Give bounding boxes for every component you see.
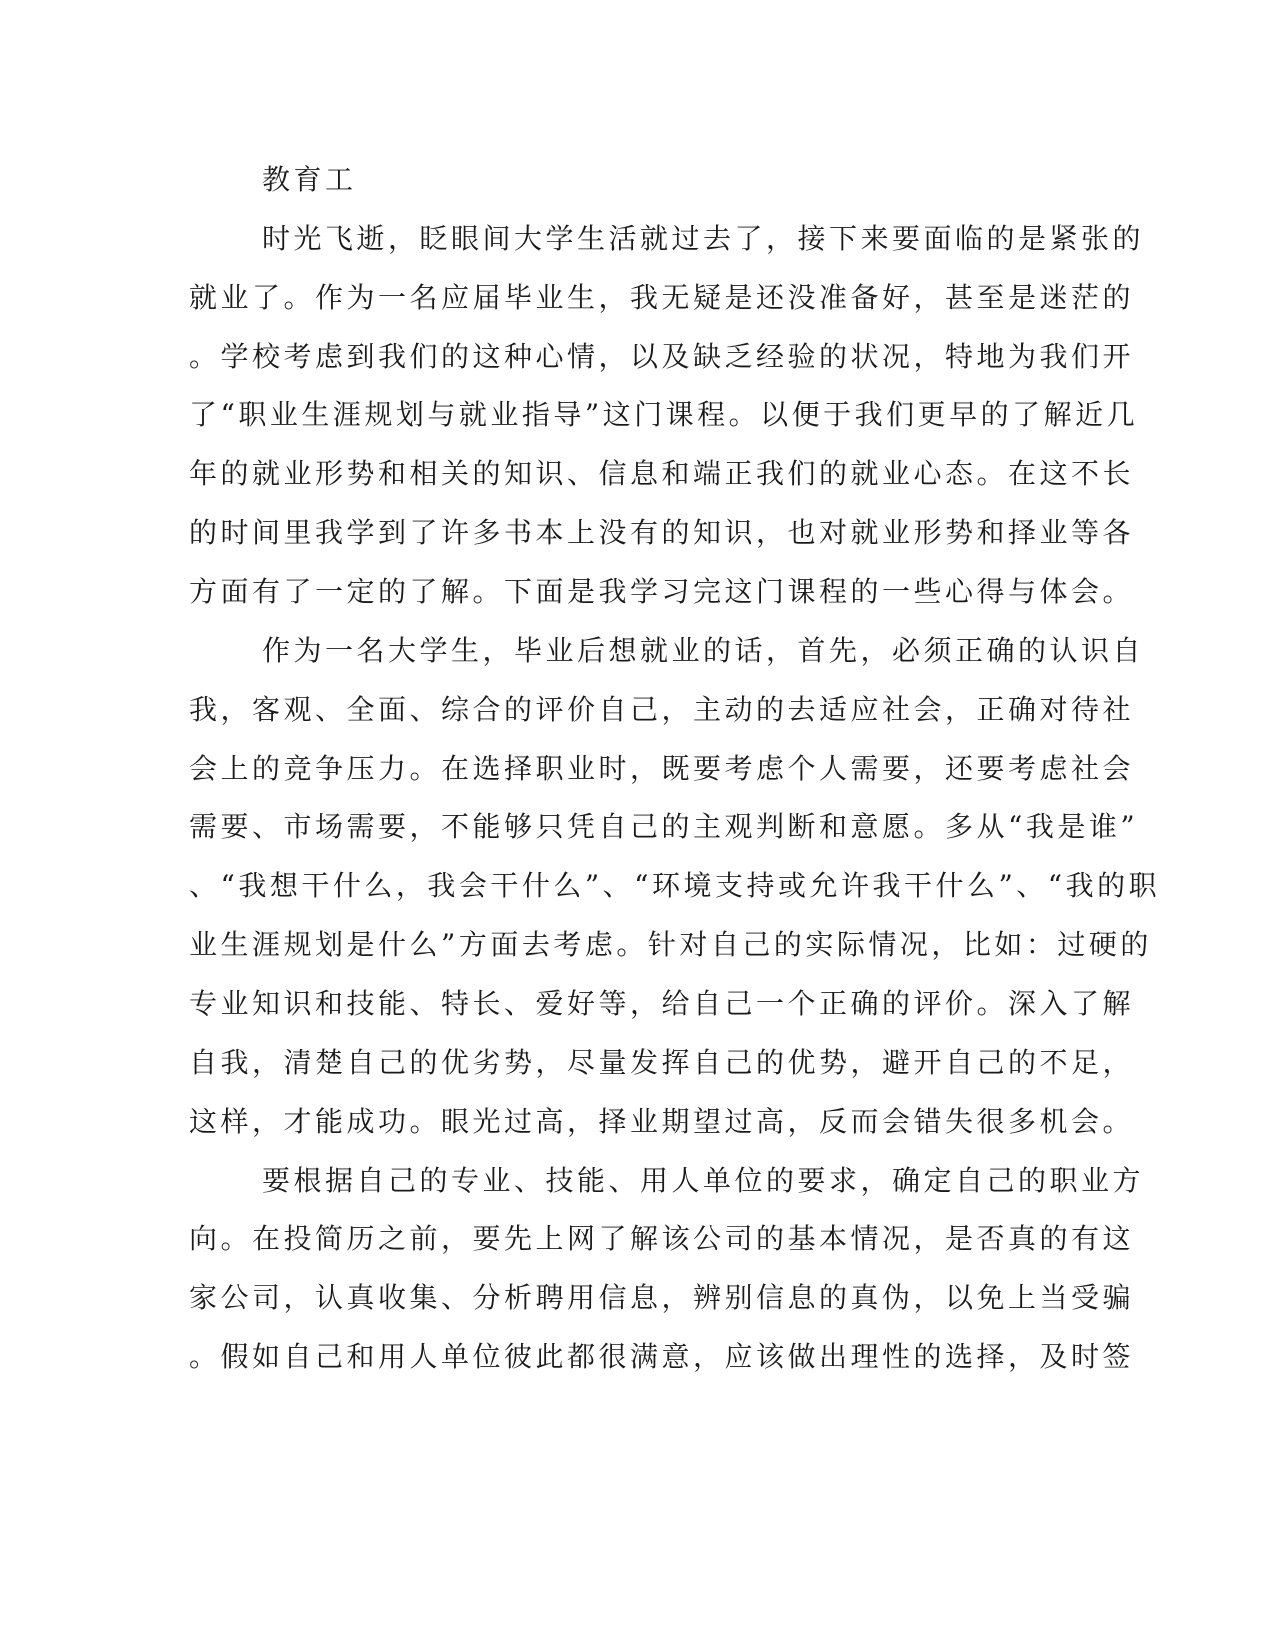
paragraph-2-line-6: 业生涯规划是什么”方面去考虑。针对自己的实际情况，比如：过硬的 [189, 928, 1152, 961]
paragraph-2-line-7: 专业知识和技能、特长、爱好等，给自己一个正确的评价。深入了解 [189, 987, 1135, 1020]
paragraph-3-line-2: 向。在投简历之前，要先上网了解该公司的基本情况，是否真的有这 [189, 1222, 1135, 1255]
paragraph-1-line-6: 的时间里我学到了许多书本上没有的知识，也对就业形势和择业等各 [189, 516, 1135, 549]
paragraph-2-line-4: 需要、市场需要，不能够只凭自己的主观判断和意愿。多从“我是谁” [189, 810, 1139, 843]
paragraph-1-line-7: 方面有了一定的了解。下面是我学习完这门课程的一些心得与体会。 [189, 575, 1135, 608]
paragraph-1-line-4: 了“职业生涯规划与就业指导”这门课程。以便于我们更早的了解近几 [189, 398, 1139, 431]
paragraph-2-line-9: 这样，才能成功。眼光过高，择业期望过高，反而会错失很多机会。 [189, 1105, 1135, 1138]
paragraph-1-line-2: 就业了。作为一名应届毕业生，我无疑是还没准备好，甚至是迷茫的 [189, 281, 1135, 314]
paragraph-1-line-1: 时光飞逝，眨眼间大学生活就过去了，接下来要面临的是紧张的 [262, 222, 1145, 255]
document-title: 教育工 [262, 163, 357, 196]
paragraph-3-line-4: 。假如自己和用人单位彼此都很满意，应该做出理性的选择，及时签 [189, 1340, 1135, 1373]
paragraph-3-line-3: 家公司，认真收集、分析聘用信息，辨别信息的真伪，以免上当受骗 [189, 1281, 1135, 1314]
paragraph-1-line-5: 年的就业形势和相关的知识、信息和端正我们的就业心态。在这不长 [189, 457, 1135, 490]
paragraph-2-line-8: 自我，清楚自己的优劣势，尽量发挥自己的优势，避开自己的不足， [189, 1046, 1135, 1079]
paragraph-1-line-3: 。学校考虑到我们的这种心情，以及缺乏经验的状况，特地为我们开 [189, 340, 1135, 373]
paragraph-3-line-1: 要根据自己的专业、技能、用人单位的要求，确定自己的职业方 [262, 1164, 1145, 1197]
paragraph-2-line-2: 我，客观、全面、综合的评价自己，主动的去适应社会，正确对待社 [189, 693, 1135, 726]
paragraph-2-line-3: 会上的竞争压力。在选择职业时，既要考虑个人需要，还要考虑社会 [189, 752, 1135, 785]
paragraph-2-line-5: 、“我想干什么，我会干什么”、“环境支持或允许我干什么”、“我的职 [189, 869, 1161, 902]
paragraph-2-line-1: 作为一名大学生，毕业后想就业的话，首先，必须正确的认识自 [262, 634, 1145, 667]
